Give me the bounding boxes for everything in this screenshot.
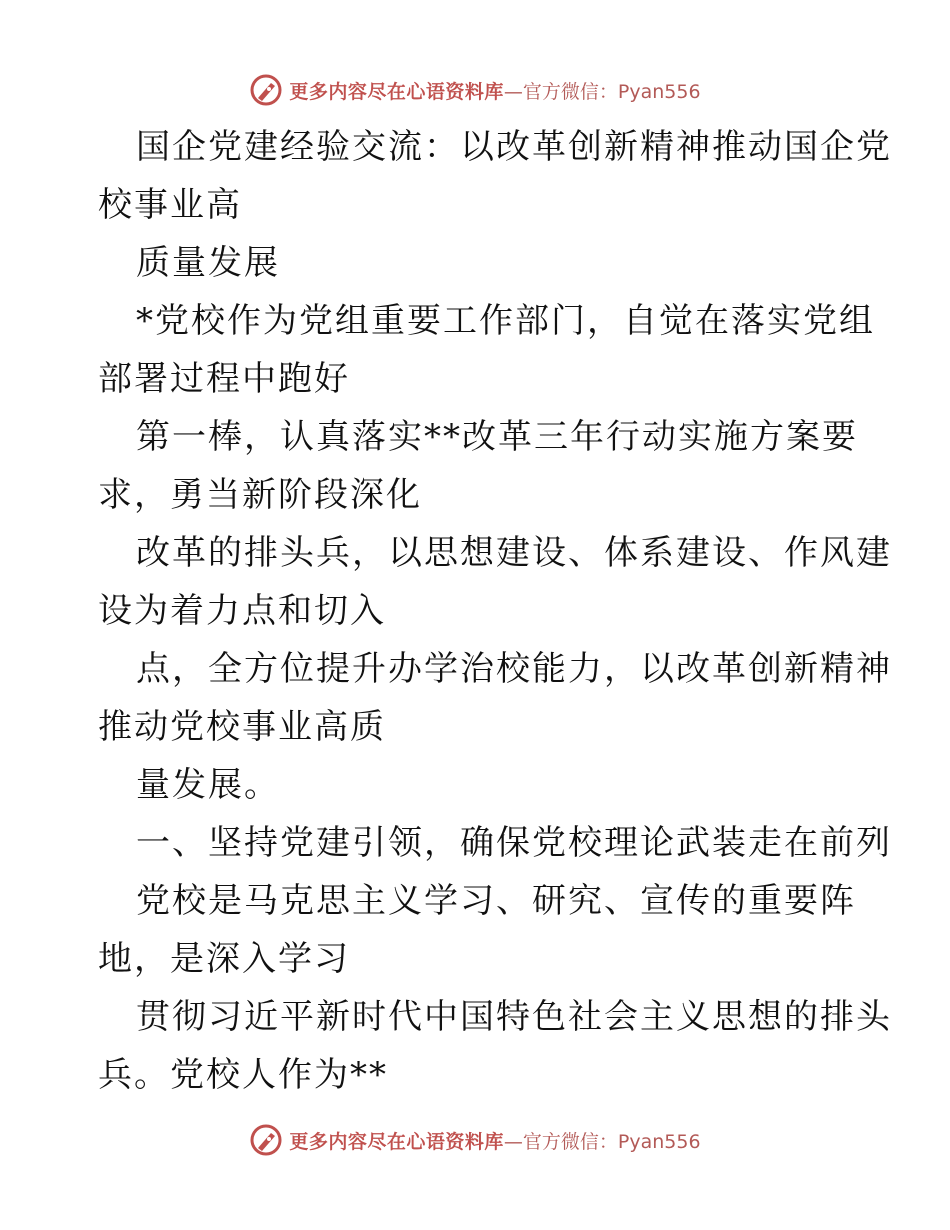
document-line: 国企党建经验交流：以改革创新精神推动国企党 (136, 127, 892, 167)
pen-seal-icon (249, 1123, 283, 1157)
watermark-text: 更多内容尽在心语资料库—官方微信：Pyan556 (289, 80, 701, 103)
document-line: 求，勇当新阶段深化 (98, 475, 422, 515)
document-line: 推动党校事业高质 (98, 707, 386, 747)
document-line: 设为着力点和切入 (98, 591, 386, 631)
document-line: 质量发展 (136, 243, 280, 283)
document-line: 第一棒，认真落实**改革三年行动实施方案要 (136, 417, 858, 457)
document-line: 部署过程中跑好 (98, 359, 350, 399)
document-line: 贯彻习近平新时代中国特色社会主义思想的排头 (136, 997, 892, 1037)
document-line: 兵。党校人作为** (98, 1055, 388, 1095)
document-line: 地，是深入学习 (98, 939, 350, 979)
watermark-text: 更多内容尽在心语资料库—官方微信：Pyan556 (289, 1130, 701, 1153)
document-line: *党校作为党组重要工作部门，自觉在落实党组 (136, 301, 875, 341)
document-line: 党校是马克思主义学习、研究、宣传的重要阵 (136, 881, 856, 921)
document-line: 校事业高 (98, 185, 242, 225)
footer-watermark (0, 1120, 950, 1160)
document-line: 量发展。 (136, 765, 280, 805)
document-line: 改革的排头兵，以思想建设、体系建设、作风建 (136, 533, 892, 573)
document-line: 一、坚持党建引领，确保党校理论武装走在前列 (136, 823, 892, 863)
header-watermark (0, 70, 950, 110)
document-body (98, 118, 892, 1104)
pen-seal-icon (249, 73, 283, 107)
document-line: 点，全方位提升办学治校能力，以改革创新精神 (136, 649, 892, 689)
